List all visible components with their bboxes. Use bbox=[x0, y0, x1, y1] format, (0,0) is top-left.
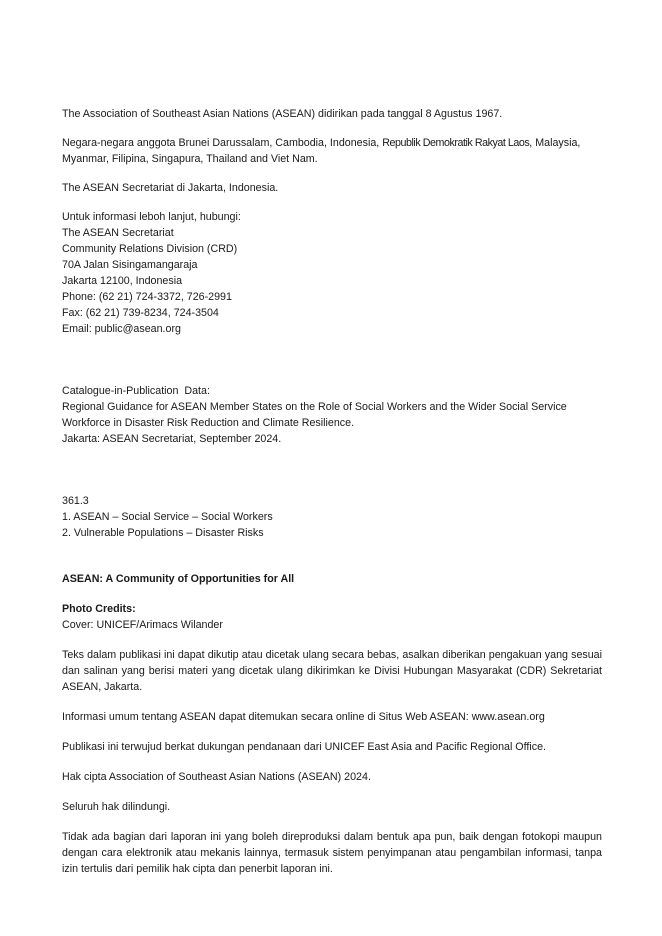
reproduction-notice: Teks dalam publikasi ini dapat dikutip atau dicetak ulang secara bebas, asalkan diberikan pengakuan yang sesuai dan salinan yang berisi materi yang dicetak ulang dikirimkan ke Divisi Hubungan Masyarakat (CDR) Sekretariat ASEAN, Jakarta. bbox=[62, 649, 602, 693]
contact-fax: Fax: (62 21) 739-8234, 724-3504 bbox=[62, 307, 219, 319]
catalogue-publisher: Jakarta: ASEAN Secretariat, September 2024. bbox=[62, 433, 282, 445]
member-states-suffix: , Malaysia, bbox=[529, 137, 581, 149]
funding-statement: Publikasi ini terwujud berkat dukungan pendanaan dari UNICEF East Asia and Pacific Regional Office. bbox=[62, 741, 546, 753]
contact-org: The ASEAN Secretariat bbox=[62, 227, 174, 239]
classification-block bbox=[62, 493, 602, 541]
tagline: ASEAN: A Community of Opportunities for All bbox=[62, 573, 295, 585]
classification-subject-1: 1. ASEAN – Social Service – Social Workers bbox=[62, 511, 273, 523]
member-states bbox=[62, 135, 602, 167]
contact-division: Community Relations Division (CRD) bbox=[62, 243, 238, 255]
catalogue-title-line1: Regional Guidance for ASEAN Member States on the Role of Social Workers and the Wider Social Service bbox=[62, 401, 567, 413]
classification-code: 361.3 bbox=[62, 495, 89, 507]
disclaimer: Tidak ada bagian dari laporan ini yang boleh direproduksi dalam bentuk apa pun, baik dengan fotokopi maupun dengan cara elektronik atau mekanis lainnya, termasuk sistem penyimpanan atau pengambilan informasi, tanpa izin tertulis dari pemilik hak cipta dan penerbit laporan ini. bbox=[62, 831, 602, 875]
contact-block bbox=[62, 209, 602, 337]
photo-credits bbox=[62, 601, 602, 633]
member-states-line2: Myanmar, Filipina, Singapura, Thailand and Viet Nam. bbox=[62, 153, 318, 165]
copyright-statement: Hak cipta Association of Southeast Asian Nations (ASEAN) 2024. bbox=[62, 771, 371, 783]
classification-subject-2: 2. Vulnerable Populations – Disaster Risks bbox=[62, 527, 264, 539]
copyright-page bbox=[62, 106, 602, 877]
member-states-prefix: Negara-negara anggota Brunei Darussalam, Cambodia, Indonesia, bbox=[62, 137, 380, 149]
founding-statement: The Association of Southeast Asian Nations (ASEAN) didirikan pada tanggal 8 Agustus 1967. bbox=[62, 108, 503, 120]
photo-credits-heading: Photo Credits: bbox=[62, 603, 136, 615]
member-states-laos: Republik Demokratik Rakyat Laos bbox=[382, 137, 530, 149]
website-info: Informasi umum tentang ASEAN dapat ditemukan secara online di Situs Web ASEAN: www.asean.org bbox=[62, 711, 545, 723]
contact-email: Email: public@asean.org bbox=[62, 323, 181, 335]
catalogue-heading: Catalogue-in-Publication Data: bbox=[62, 385, 210, 397]
contact-intro: Untuk informasi leboh lanjut, hubungi: bbox=[62, 211, 241, 223]
contact-city: Jakarta 12100, Indonesia bbox=[62, 275, 183, 287]
secretariat-location: The ASEAN Secretariat di Jakarta, Indonesia. bbox=[62, 182, 279, 194]
catalogue-title-line2: Workforce in Disaster Risk Reduction and Climate Resilience. bbox=[62, 417, 355, 429]
photo-credits-cover: Cover: UNICEF/Arimacs Wilander bbox=[62, 619, 223, 631]
catalogue-block bbox=[62, 383, 602, 447]
contact-phone: Phone: (62 21) 724-3372, 726-2991 bbox=[62, 291, 232, 303]
contact-street: 70A Jalan Sisingamangaraja bbox=[62, 259, 198, 271]
rights-reserved: Seluruh hak dilindungi. bbox=[62, 801, 171, 813]
